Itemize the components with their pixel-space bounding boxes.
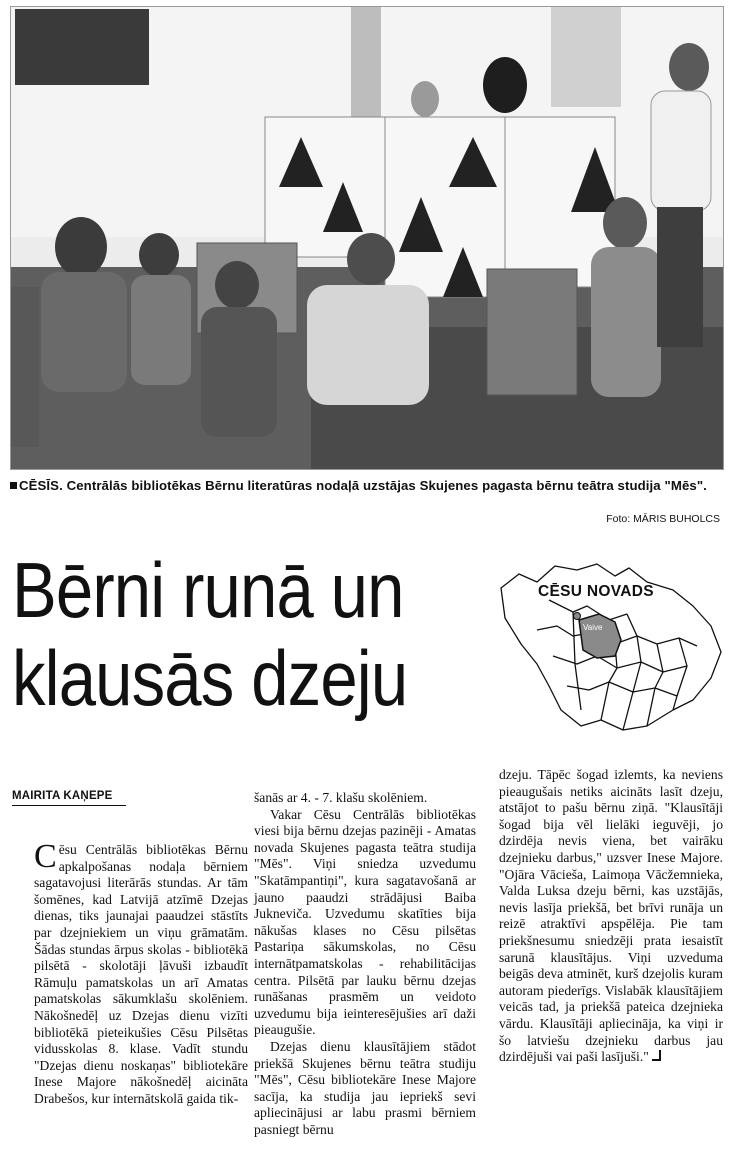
paragraph: dzeju. Tāpēc šogad izlemts, ka neviens pieaugušais netiks aicināts lasīt dzeju, atstājot to pašu bērnu ziņā. "Klausītāji šogad bija vēl lielāki ieguvēji, jo dzirdēja nevis viena, bet vairāku dzejnieku darbus," uzsver Inese Majore. "Ojāra Vācieša, Laimoņa Vācžemnieka, Valda Luksa dzeju bērni, kas uzstājās, nevis lasīja priekšā, bet brīvi runāja un reizē atraktīvi apspēlēja. Pie tam priekšnesumu sniedzēji prata iesaistīt sarunā klausītājus. Viņi uzveduma beigās deva atminēt, kurš dzejolis kuram autoram piederīgs. Vislabāk klausītājiem veicās tad, ja priekšā pateica dzejnieka vārdu. Klausītāji apliecināja, ka viņi ir šo latviešu dzejnieku darbus jau dzirdējuši vai paši lasījuši." bbox=[499, 767, 723, 1065]
map-highlight-label: Vaive bbox=[583, 623, 603, 632]
paragraph: šanās ar 4. - 7. klašu skolēniem. bbox=[254, 790, 428, 805]
paragraph: Vakar Cēsu Centrālās bibliotēkas viesi bija bērnu dzejas pazinēji - Amatas novada Skujenes pagasta teātra studija "Mēs". Viņi sniedza uzvedumu "Skatāmpantiņi", kura sagatavošanā ar jauno paaudzi strādājusi Baiba Juknevіča. Uzvedumu skatīties bija nākušas klases no Cēsu pilsētas Pastariņa sākumskolas, no Cēsu internātpamatskolas - rehabilitācijas centra. Pilsētā par lauku bērnu dzejas runāšanas prasmēm un veidoto uzvedumu bija ieinteresējušies arī daži pieaugušie. bbox=[254, 806, 476, 1038]
map-title: CĒSU NOVADS bbox=[538, 583, 654, 600]
drop-cap: C bbox=[34, 838, 57, 875]
article-column-1 bbox=[34, 838, 248, 1108]
article-column-2 bbox=[254, 790, 476, 1138]
photo-credit: Foto: MĀRIS BUHOLCS bbox=[606, 513, 720, 525]
square-bullet-icon bbox=[10, 482, 17, 489]
article-column-3 bbox=[499, 767, 723, 1066]
photo-caption bbox=[10, 477, 722, 494]
byline: MAIRITA KAŅEPE bbox=[12, 790, 126, 806]
article-photo bbox=[10, 6, 724, 470]
headline-line-1: Bērni runā un bbox=[12, 546, 404, 634]
caption-place: CĒSĪS. bbox=[19, 478, 63, 493]
caption-text: Centrālās bibliotēkas Bērnu literatūras nodaļā uzstājas Skujenes pagasta bērnu teātra studija "Mēs". bbox=[66, 478, 707, 493]
paragraph: Cēsu Centrālās bibliotēkas Bērnu apkalpošanas nodaļa bērniem sagatavojusi literārās stundas. Ar tām šomēnes, kad Latvijā atzīmē Dzejas dienas, tiks jaunajai paaudzei stāstīts par dzejniekiem un viņu grāmatām. Šādas stundas ārpus skolas - bibliotēkā pilsētā - skolotāji ļāvuši izbaudīt Rāmuļu pamatskolas un arī Amatas pamatskolas sākumklašu skolēniem. Nākošnedēļ uz Dzejas dienu vizīti bibliotēkā pieteikušies Cēsu Pilsētas vidusskolas 8. klase. Vadīt stundu "Dzejas dienu noskaņas" bibliotekāre Inese Majore nākošnedēļ aicināta Drabešos, kur internātskolā gaida tik- bbox=[34, 838, 248, 1106]
article-headline bbox=[12, 546, 416, 722]
headline-line-2: klausās dzeju bbox=[12, 634, 408, 722]
paragraph: Dzejas dienu klausītājiem stādot priekšā Skujenes bērnu teātra studiju "Mēs", Cēsu bibliotekāre Inese Majore sacīja, ka studija jau iepriekš sevi apliecinājusi ar labu prasmi bērniem pasniegt bērnu bbox=[254, 1038, 476, 1137]
photo-illustration bbox=[11, 7, 723, 469]
end-mark-icon bbox=[652, 1050, 661, 1061]
